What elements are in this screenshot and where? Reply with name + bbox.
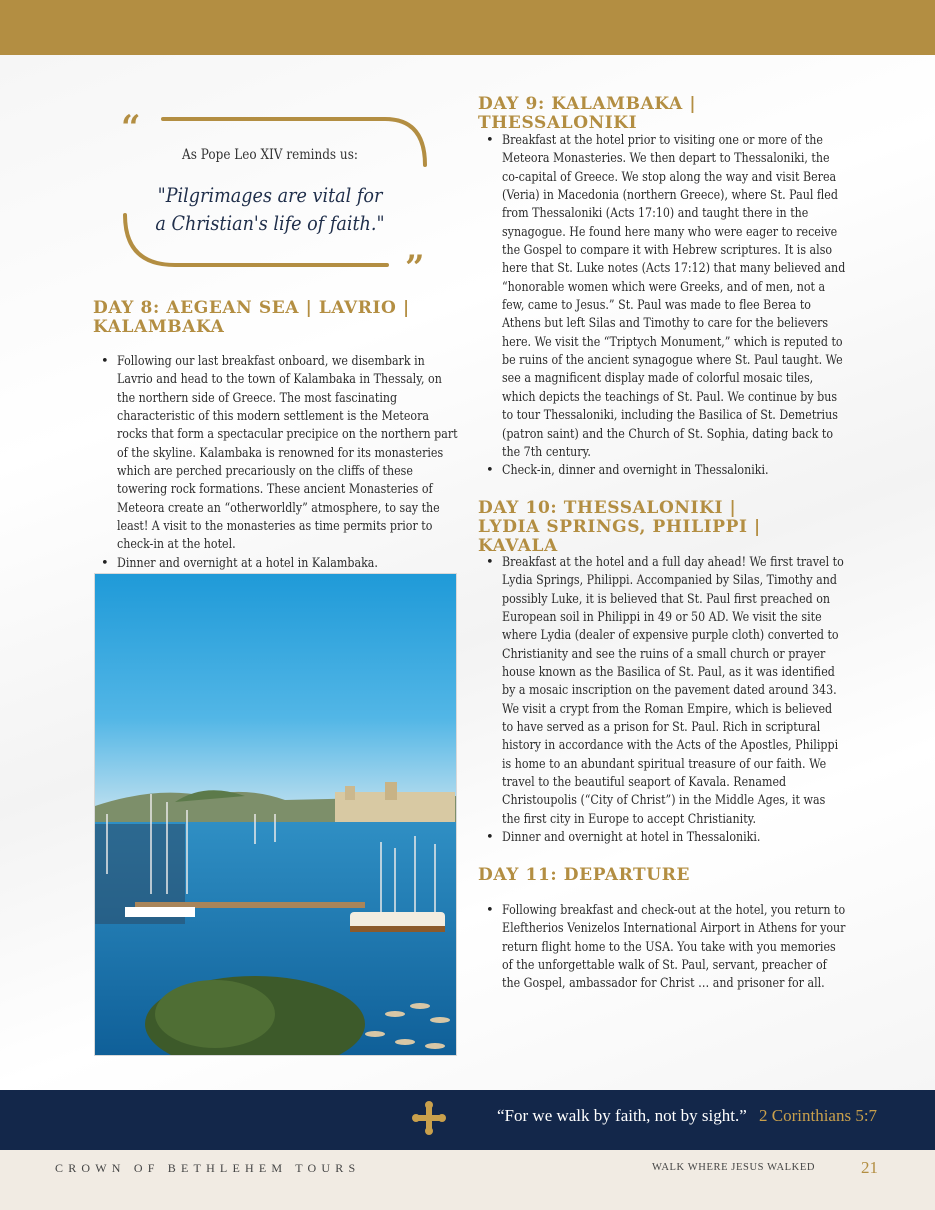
footer-tagline: WALK WHERE JESUS WALKED (652, 1162, 816, 1173)
list-item: • Breakfast at the hotel and a full day ahead! We first travel to Lydia Springs, Philippi. Accompanied by Silas, Timothy and possibly Luke, it is believed that St. Paul first preached on European soil in Philippi in 49 or 50 AD. We visit the site where Lydia (dealer of expensive purple cloth) converted to Christianity and see the ruins of a small church or prayer house known as the Basilica of St. Paul, as it was identified by a mosaic inscription on the pavement dated around 343. We visit a crypt from the Roman Empire, which is believed to have served as a prison for St. Paul. Rich in scriptural history in accordance with the Acts of the Apostles, Philippi is home to an abundant spiritual treasure of our faith. We travel to the beautiful seaport of Kavala. Renamed Christoupolis (“City of Christ”) in the Middle Ages, it was the first city in Europe to accept Christianity. (478, 554, 846, 829)
list-item: • Following our last breakfast onboard, we disembark in Lavrio and head to the town of Kalambaka in Thessaly, on the northern side of Greece. The most fascinating characteristic of this modern settlement is the Meteora rocks that form a spectacular precipice on the northern part of the skyline. Kalambaka is renowned for its monasteries which are perched precariously on the cliffs of these towering rock formations. These ancient Monasteries of Meteora create an “otherworldly” atmosphere, to say the least! A visit to the monasteries as time permits prior to check-in at the hotel. (93, 353, 463, 555)
list-item: • Following breakfast and check-out at the hotel, you return to Eleftherios Venizelos International Airport in Athens for your return flight home to the USA. You take with you memories of the unforgettable walk of St. Paul, servant, preacher of the Gospel, ambassador for Christ … and prisoner for all. (478, 902, 846, 994)
day11-list (478, 902, 846, 994)
day8-list (93, 353, 463, 573)
banner-quote: “For we walk by faith, not by sight.” (497, 1106, 747, 1125)
list-item: • Check-in, dinner and overnight in Thessaloniki. (478, 462, 846, 480)
quote-intro: As Pope Leo XIV reminds us: (182, 147, 358, 163)
day10-list (478, 554, 846, 848)
close-quote-icon: ” (405, 248, 425, 288)
day10-heading: DAY 10: THESSALONIKI | LYDIA SPRINGS, PHILIPPI | KAVALA (478, 498, 761, 556)
day8-heading: DAY 8: AEGEAN SEA | LAVRIO | KALAMBAKA (93, 298, 410, 337)
harbor-photo (94, 573, 457, 1056)
day9-list (478, 132, 846, 481)
page-number: 21 (861, 1158, 878, 1177)
footer (0, 1150, 935, 1210)
day11-heading: DAY 11: DEPARTURE (478, 865, 691, 885)
cross-icon (412, 1101, 446, 1135)
quote-text: "Pilgrimages are vital for a Christian's life of faith." (155, 183, 385, 235)
day9-heading: DAY 9: KALAMBAKA | THESSALONIKI (478, 94, 697, 133)
list-item: • Dinner and overnight at a hotel in Kalambaka. (93, 555, 463, 573)
pull-quote (115, 105, 435, 288)
footer-brand: CROWN OF BETHLEHEM TOURS (55, 1161, 361, 1175)
open-quote-icon: “ (121, 108, 141, 148)
list-item: • Breakfast at the hotel prior to visiting one or more of the Meteora Monasteries. We then depart to Thessaloniki, the co-capital of Greece. We stop along the way and visit Berea (Veria) in Macedonia (northern Greece), where St. Paul fled from Thessaloniki (Acts 17:10) and taught there in the synagogue. He found here many who were eager to receive the Gospel to compare it with Hebrew scriptures. It is also here that St. Luke notes (Acts 17:12) that many believed and “honorable women which were Greeks, and of men, not a few, came to Jesus.” St. Paul was made to flee Berea to Athens but left Silas and Timothy to care for the believers here. We visit the “Triptych Monument,” which is reputed to be ruins of the ancient synagogue where St. Paul taught. We see a magnificent display made of colorful mosaic tiles, which depicts the teachings of St. Paul. We continue by bus to tour Thessaloniki, including the Basilica of St. Demetrius (patron saint) and the Church of St. Sophia, dating back to the 7th century. (478, 132, 846, 462)
top-bar (0, 0, 935, 55)
banner-reference: 2 Corinthians 5:7 (759, 1106, 878, 1125)
list-item: • Dinner and overnight at hotel in Thessaloniki. (478, 829, 846, 847)
